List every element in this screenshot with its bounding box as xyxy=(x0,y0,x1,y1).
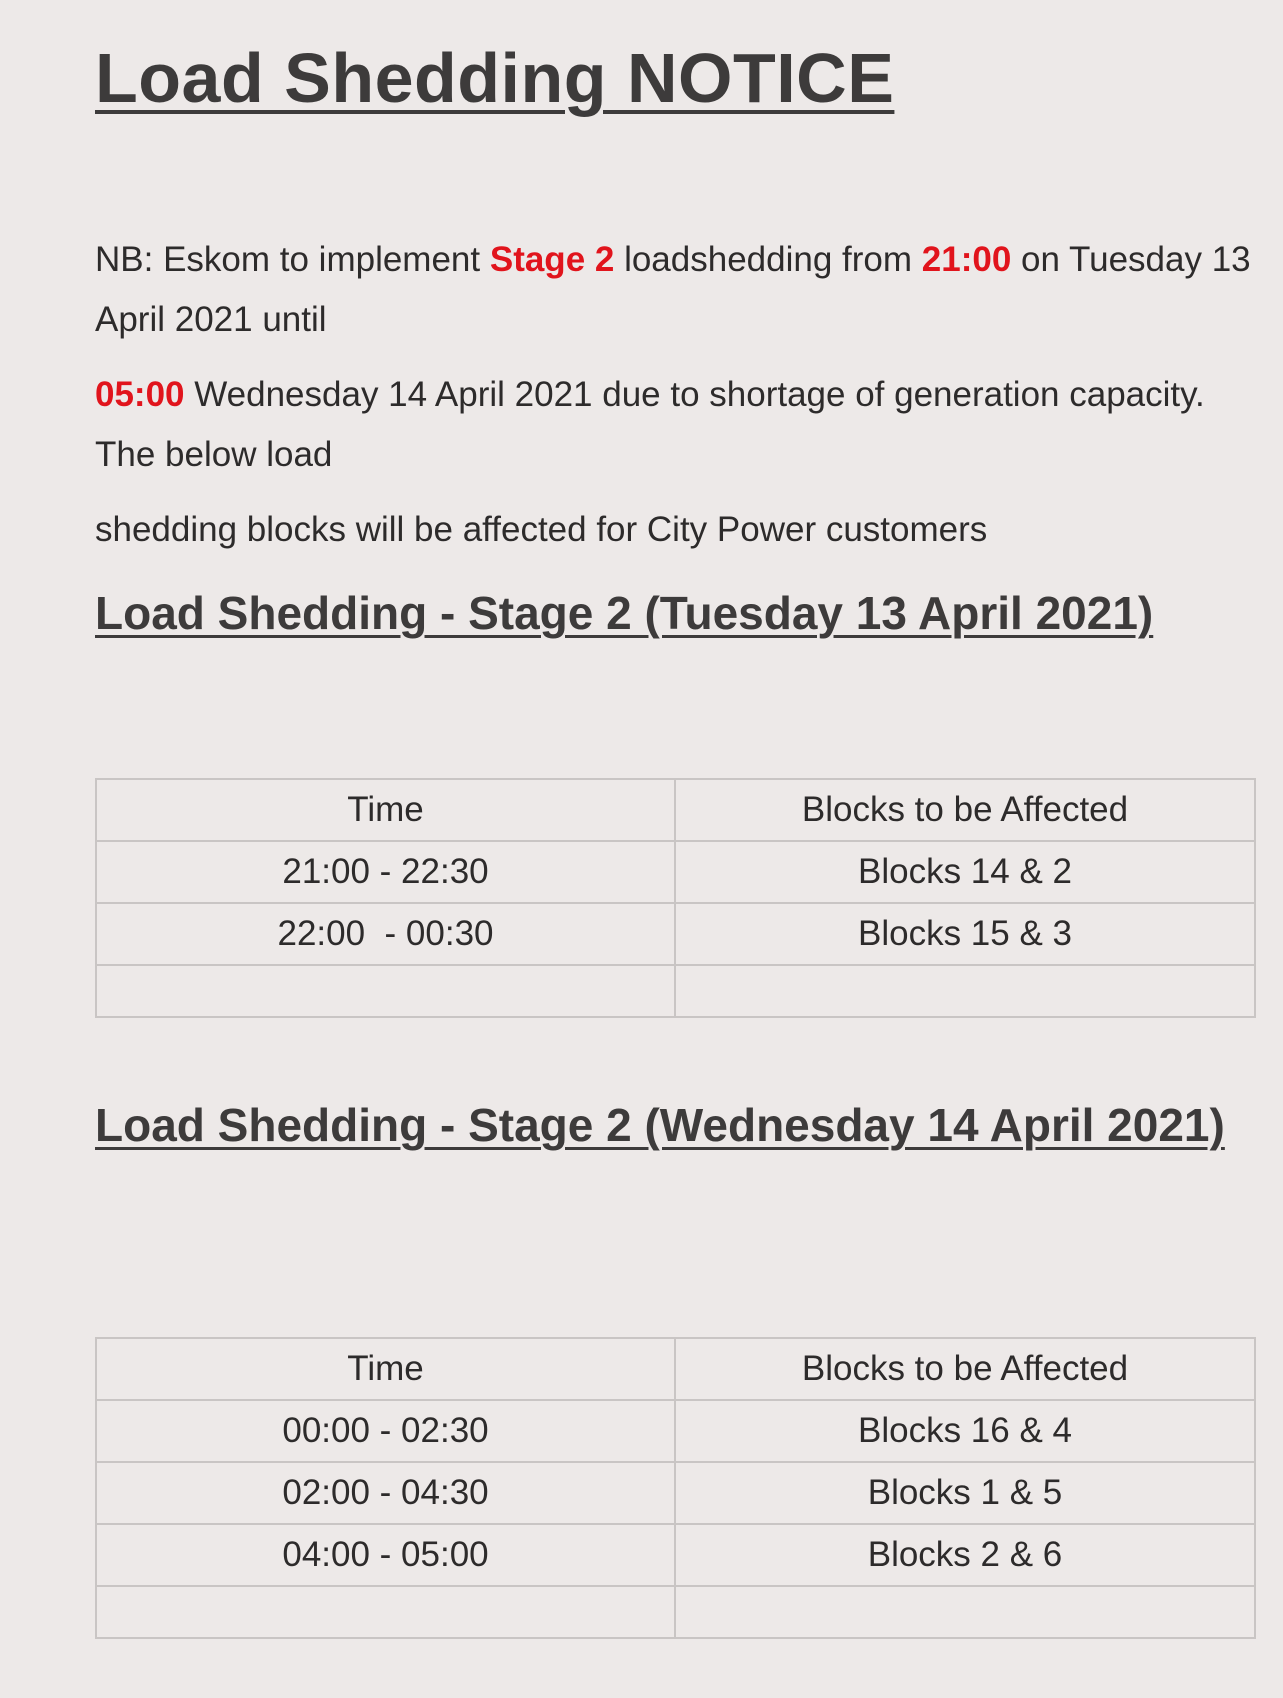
start-time-highlight: 21:00 xyxy=(921,240,1012,279)
blocks-cell xyxy=(675,965,1255,1017)
notice-paragraph-3: shedding blocks will be affected for City Power customers xyxy=(95,510,988,549)
table-row-empty xyxy=(96,1586,1255,1638)
table-row xyxy=(96,1400,1255,1462)
column-header-blocks: Blocks to be Affected xyxy=(675,1338,1255,1400)
notice-text xyxy=(95,230,1255,560)
notice-suffix: on Tuesday 13 April 2021 until xyxy=(95,240,1251,339)
blocks-cell xyxy=(675,1586,1255,1638)
time-cell: 02:00 - 04:30 xyxy=(96,1462,675,1524)
notice-paragraph-1 xyxy=(95,230,1255,350)
table-header-row xyxy=(96,1338,1255,1400)
time-cell: 21:00 - 22:30 xyxy=(96,841,675,903)
time-cell xyxy=(96,965,675,1017)
notice-prefix: NB: Eskom to implement xyxy=(95,240,490,279)
table-header-row xyxy=(96,779,1255,841)
time-cell: 04:00 - 05:00 xyxy=(96,1524,675,1586)
section-heading-tuesday: Load Shedding - Stage 2 (Tuesday 13 April 2021) xyxy=(95,587,1154,639)
blocks-cell: Blocks 2 & 6 xyxy=(675,1524,1255,1586)
notice-suffix-2: Wednesday 14 April 2021 due to shortage of generation capacity. The below load xyxy=(95,375,1205,474)
column-header-blocks: Blocks to be Affected xyxy=(675,779,1255,841)
schedule-table-wednesday xyxy=(95,1337,1256,1639)
column-header-time: Time xyxy=(96,779,675,841)
blocks-cell: Blocks 16 & 4 xyxy=(675,1400,1255,1462)
blocks-cell: Blocks 1 & 5 xyxy=(675,1462,1255,1524)
notice-paragraph-2 xyxy=(95,365,1255,485)
page-title: Load Shedding NOTICE xyxy=(95,39,895,117)
column-header-time: Time xyxy=(96,1338,675,1400)
time-cell: 00:00 - 02:30 xyxy=(96,1400,675,1462)
notice-mid: loadshedding from xyxy=(614,240,922,279)
schedule-table-tuesday xyxy=(95,778,1256,1018)
time-cell: 22:00 - 00:30 xyxy=(96,903,675,965)
table-row-empty xyxy=(96,965,1255,1017)
blocks-cell: Blocks 15 & 3 xyxy=(675,903,1255,965)
end-time-highlight: 05:00 xyxy=(95,375,185,414)
time-cell xyxy=(96,1586,675,1638)
table-row xyxy=(96,903,1255,965)
table-row xyxy=(96,841,1255,903)
section-heading-wednesday: Load Shedding - Stage 2 (Wednesday 14 April 2021) xyxy=(95,1099,1225,1151)
table-row xyxy=(96,1462,1255,1524)
blocks-cell: Blocks 14 & 2 xyxy=(675,841,1255,903)
stage-highlight: Stage 2 xyxy=(489,240,615,279)
table-row xyxy=(96,1524,1255,1586)
